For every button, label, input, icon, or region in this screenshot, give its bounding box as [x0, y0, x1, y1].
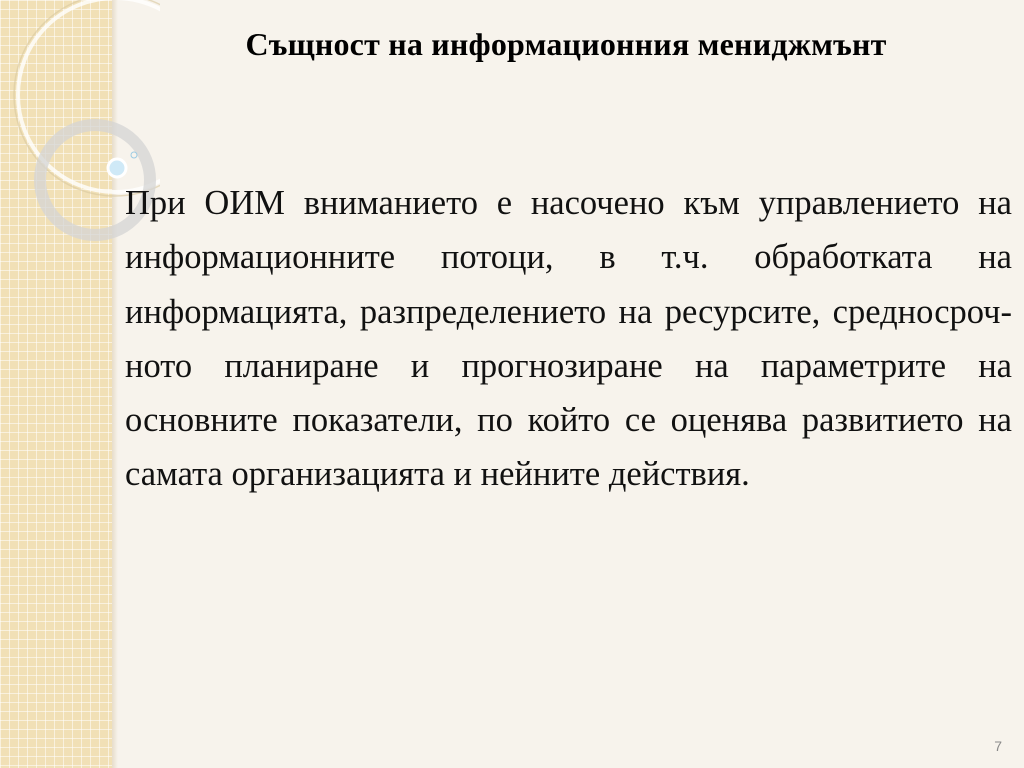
bullet-dot-icon	[108, 159, 126, 177]
slide-body-text: При ОИМ вниманието е насочено към управлението на информационните потоци, в т.ч. обработката на информацията, разпределението на ресурсите, средносрочното планиране и прогнозиране на параметрите на основните показатели, по който се оценява развитието на самата организацията и нейните действия.	[125, 184, 1012, 494]
slide-title: Същност на информационния мениджмънт	[245, 26, 887, 62]
page-number: 7	[994, 738, 1002, 754]
small-dot-icon	[131, 152, 137, 158]
